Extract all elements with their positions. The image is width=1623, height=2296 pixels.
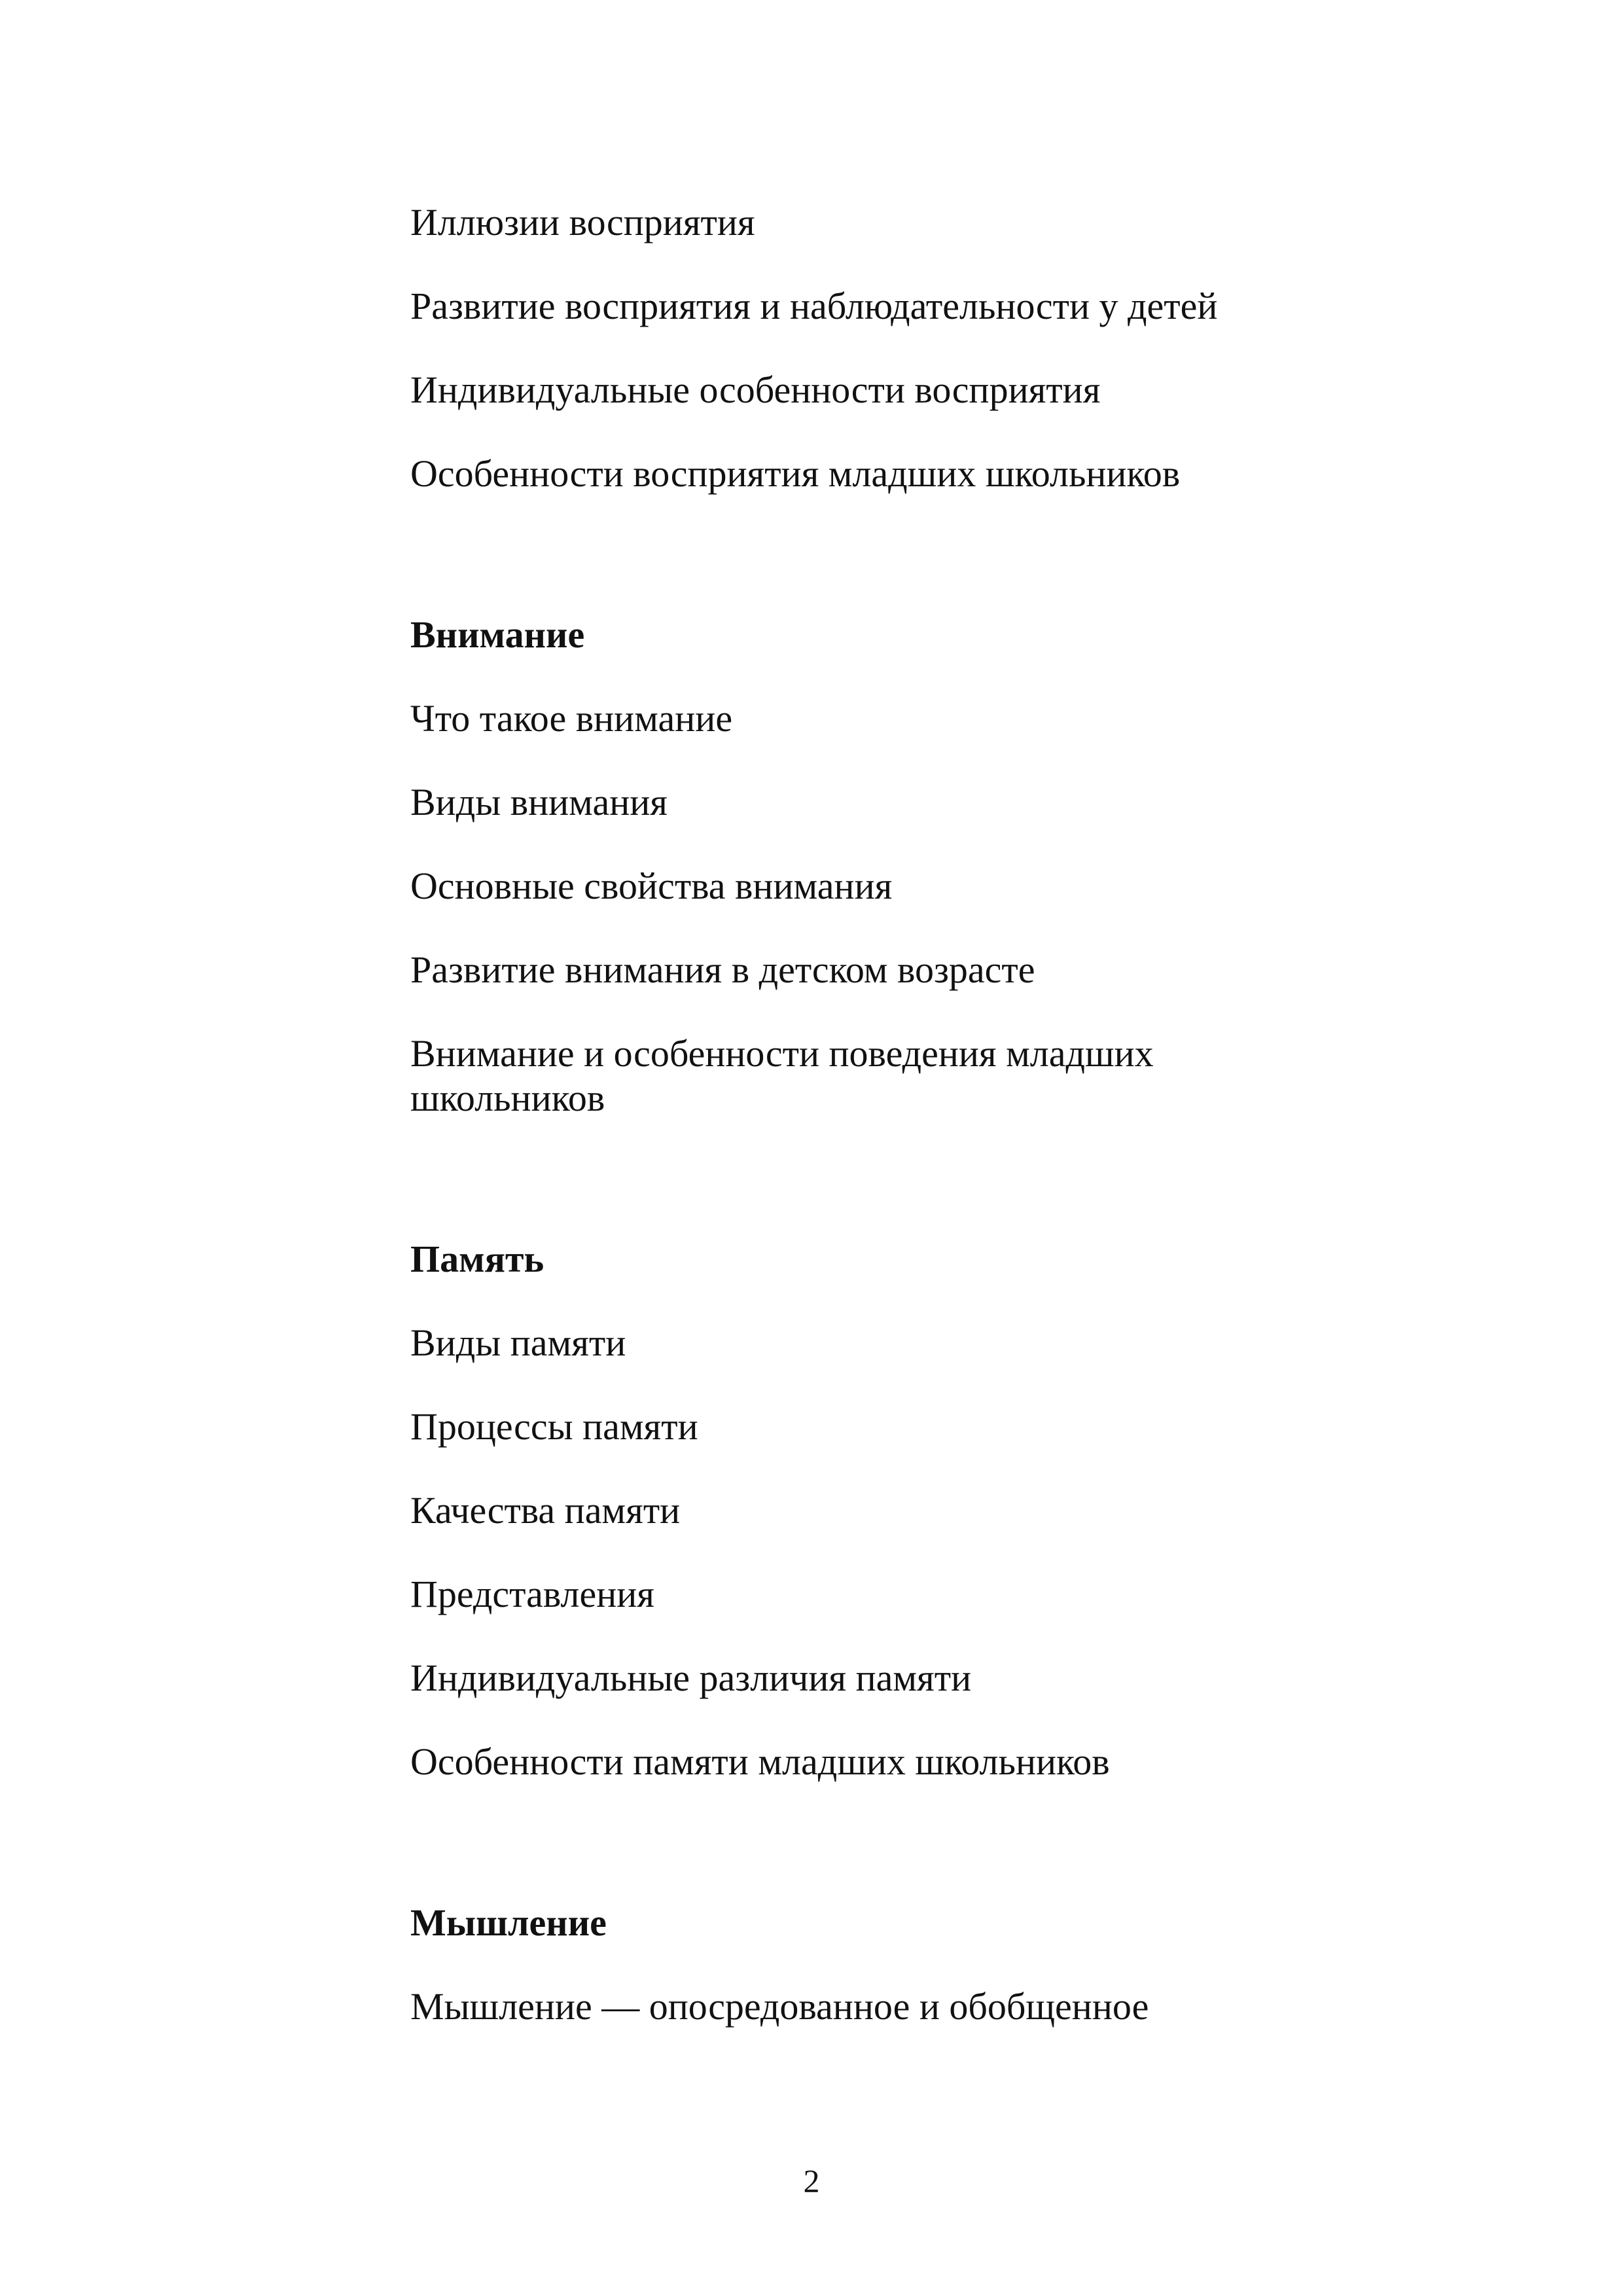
section-heading-memory: Память <box>410 1238 544 1280</box>
toc-item: Индивидуальные различия памяти <box>410 1657 972 1699</box>
perception-items <box>410 200 1327 496</box>
toc-item: Процессы памяти <box>410 1405 698 1448</box>
toc-item: Представления <box>410 1573 654 1615</box>
toc-item: Внимание и особенности поведения младших школьников <box>410 1032 1154 1119</box>
page-number: 2 <box>803 2162 820 2199</box>
section-spacer <box>410 1823 1327 1901</box>
table-of-contents <box>410 200 1327 2068</box>
toc-item: Качества памяти <box>410 1489 681 1532</box>
toc-item: Особенности памяти младших школьников <box>410 1740 1110 1783</box>
memory-section <box>410 1237 1327 1784</box>
section-heading-thinking: Мышление <box>410 1901 607 1944</box>
section-heading-attention: Внимание <box>410 613 585 656</box>
section-spacer <box>410 1160 1327 1237</box>
toc-item: Индивидуальные особенности восприятия <box>410 368 1101 411</box>
toc-item: Развитие восприятия и наблюдательности у детей <box>410 285 1218 327</box>
section-spacer <box>410 535 1327 613</box>
toc-item: Развитие внимания в детском возрасте <box>410 948 1035 991</box>
toc-item: Особенности восприятия младших школьников <box>410 452 1181 495</box>
toc-item: Иллюзии восприятия <box>410 201 755 243</box>
attention-section <box>410 613 1327 1121</box>
toc-item: Виды внимания <box>410 781 668 823</box>
toc-item: Основные свойства внимания <box>410 865 893 907</box>
thinking-section <box>410 1901 1327 2029</box>
toc-item: Мышление — опосредованное и обобщенное <box>410 1985 1149 2028</box>
toc-item: Виды памяти <box>410 1321 626 1364</box>
toc-item: Что такое внимание <box>410 697 733 740</box>
